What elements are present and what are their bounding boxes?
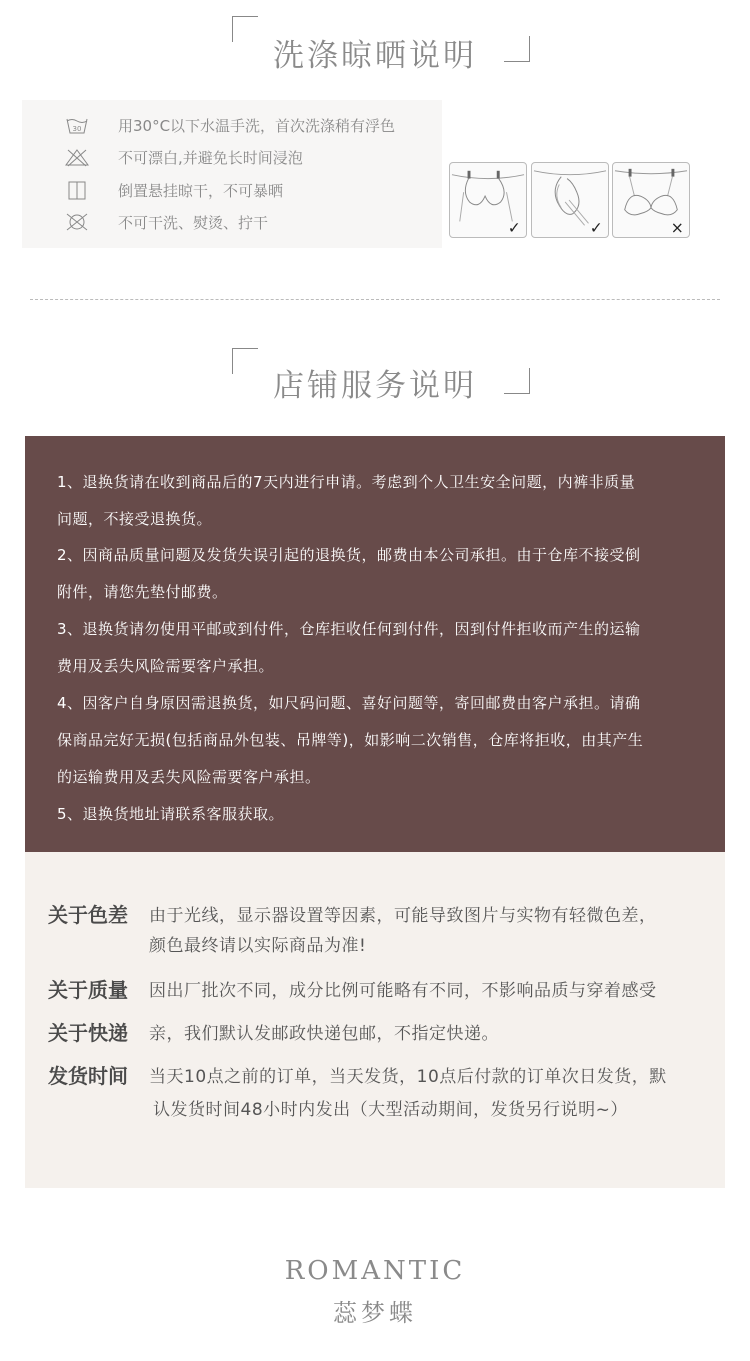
note-text: 亲，我们默认发邮政快递包邮，不指定快递。	[149, 1024, 499, 1044]
approved-mark: ✓	[507, 219, 521, 237]
care-title-block	[0, 10, 750, 80]
note-text: 由于光线，显示器设置等因素，可能导致图片与实物有轻微色差，	[149, 906, 657, 926]
hang-by-straps-illustration	[612, 162, 690, 238]
hang-upside-down-illustration	[449, 162, 527, 238]
note-text: 当天10点之前的订单，当天发货，10点后付款的订单次日发货，默	[149, 1067, 667, 1087]
service-title-block	[0, 340, 750, 410]
care-title: 洗涤晾晒说明	[273, 38, 477, 74]
service-line: 问题，不接受退换货。	[57, 510, 213, 528]
note-text: 因出厂批次不同，成分比例可能略有不同，不影响品质与穿着感受	[149, 981, 657, 1001]
care-instruction-row	[22, 175, 442, 205]
note-label-quality: 关于质量	[48, 978, 128, 1002]
care-instruction-text: 倒置悬挂晾干，不可暴晒	[118, 181, 284, 200]
care-instruction-text: 不可漂白,并避免长时间浸泡	[118, 148, 303, 167]
brand-name-english: ROMANTIC	[284, 1256, 466, 1286]
no-bleach-icon	[64, 146, 90, 168]
no-dry-clean-icon	[64, 211, 90, 233]
service-line: 4、因客户自身原因需退换货，如尺码问题、喜好问题等，寄回邮费由客户承担。请确	[57, 694, 641, 712]
shopping-notes-box	[25, 852, 725, 1188]
note-label-delivery: 关于快递	[48, 1021, 128, 1045]
care-instruction-text: 用30°C以下水温手洗，首次洗涤稍有浮色	[118, 116, 396, 135]
rejected-mark: ×	[670, 219, 684, 237]
service-line: 费用及丢失风险需要客户承担。	[57, 657, 275, 675]
hand-wash-30-icon	[64, 114, 90, 136]
note-label-color-difference: 关于色差	[48, 903, 128, 927]
care-instruction-text: 不可干洗、熨烫、拧干	[118, 213, 269, 232]
approved-mark: ✓	[589, 219, 603, 237]
svg-text:30: 30	[72, 125, 82, 133]
hang-cup-fold-illustration	[531, 162, 609, 238]
service-line: 1、退换货请在收到商品后的7天内进行申请。考虑到个人卫生安全问题，内裤非质量	[57, 473, 636, 491]
note-text: 颜色最终请以实际商品为准!	[149, 936, 367, 956]
service-line: 保商品完好无损(包括商品外包装、吊牌等)，如影响二次销售，仓库将拒收，由其产生	[57, 731, 644, 749]
care-instruction-row	[22, 110, 442, 140]
care-instruction-row	[22, 142, 442, 172]
title-corner-decoration	[504, 368, 530, 394]
section-divider	[30, 299, 720, 300]
service-line: 5、退换货地址请联系客服获取。	[57, 805, 285, 823]
hang-dry-icon	[64, 179, 90, 201]
service-line: 附件，请您先垫付邮费。	[57, 583, 228, 601]
service-policy-box	[25, 436, 725, 852]
care-instructions-panel	[22, 100, 442, 248]
care-instruction-row	[22, 207, 442, 237]
note-label-shipping-time: 发货时间	[48, 1064, 128, 1088]
brand-name-chinese: 蕊梦蝶	[333, 1299, 417, 1327]
service-line: 3、退换货请勿使用平邮或到付件，仓库拒收任何到付件，因到付件拒收而产生的运输	[57, 620, 641, 638]
service-line: 的运输费用及丢失风险需要客户承担。	[57, 768, 321, 786]
service-line: 2、因商品质量问题及发货失误引起的退换货，邮费由本公司承担。由于仓库不接受倒	[57, 546, 641, 564]
note-text: 认发货时间48小时内发出（大型活动期间，发货另行说明~）	[153, 1100, 628, 1120]
title-corner-decoration	[504, 36, 530, 62]
service-title: 店铺服务说明	[273, 368, 477, 404]
